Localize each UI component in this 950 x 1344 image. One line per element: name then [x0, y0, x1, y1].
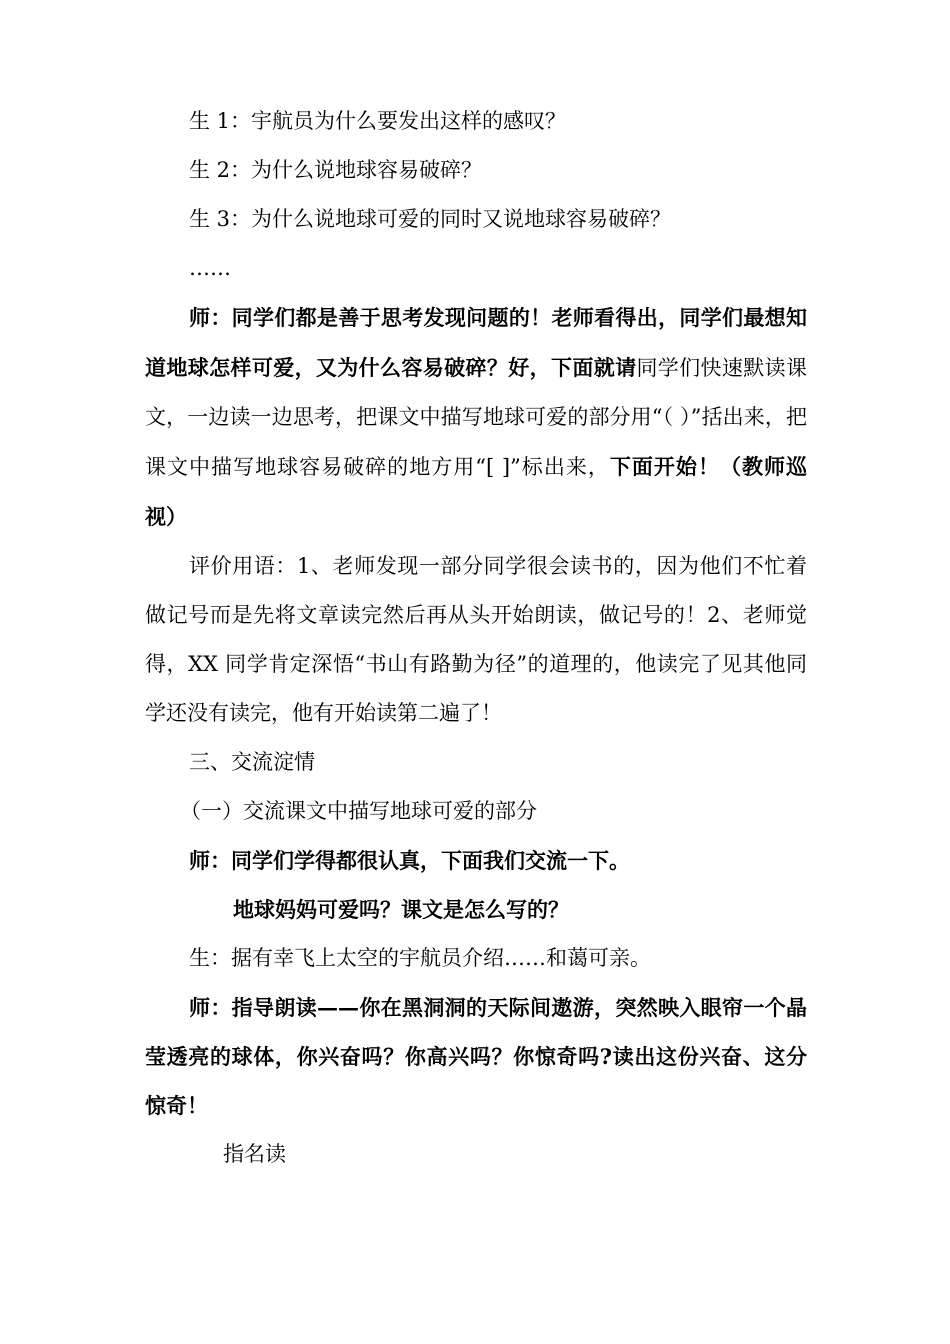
- teacher-instruction-1: [145, 293, 807, 542]
- document-page: [145, 97, 807, 1179]
- student-answer: 生：据有幸飞上太空的宇航员介绍……和蔼可亲。: [189, 946, 651, 970]
- subsection-heading-1: （一）交流课文中描写地球可爱的部分: [180, 799, 537, 823]
- teacher-instruction-1-bold: 师：同学们都是善于思考发现问题的！老师看得出，同学们最想知道地球怎样可爱，又为什么容易破碎？好，下面就请: [145, 305, 807, 380]
- teacher-instruction-2: 师：同学们学得都很认真，下面我们交流一下。: [189, 848, 630, 873]
- teacher-instruction-1-bold-end: 下面开始！（教师巡视）: [145, 454, 808, 529]
- student-question-1: 生 1：宇航员为什么要发出这样的感叹？: [189, 109, 567, 133]
- teacher-instruction-1-normal: 同学们快速默读课文，一边读一边思考，把课文中描写地球可爱的部分用“（ ）”括出来，把课文中描写地球容易破碎的地方用“[ ]”标出来，: [145, 356, 808, 479]
- section-heading-3: 三、交流淀情: [189, 750, 315, 774]
- ellipsis-line: ……: [189, 256, 231, 280]
- teacher-question: 地球妈妈可爱吗？课文是怎么写的？: [233, 897, 569, 922]
- student-question-2: 生 2：为什么说地球容易破碎？: [189, 158, 483, 182]
- student-question-3: 生 3：为什么说地球可爱的同时又说地球容易破碎？: [189, 207, 672, 231]
- teacher-reading-guidance: 师：指导朗读——你在黑洞洞的天际间遨游，突然映入眼帘一个晶莹透亮的球体，你兴奋吗？你高兴吗？你惊奇吗?读出这份兴奋、这分惊奇！: [145, 995, 807, 1118]
- named-reading: 指名读: [223, 1142, 286, 1166]
- evaluation-paragraph: 评价用语：1、老师发现一部分同学很会读书的，因为他们不忙着做记号而是先将文章读完然后再从头开始朗读，做记号的！2、老师觉得，XX 同学肯定深悟“书山有路勤为径”的道理的，他读完了见其他同学还没有读完，他有开始读第二遍了！: [145, 554, 807, 725]
